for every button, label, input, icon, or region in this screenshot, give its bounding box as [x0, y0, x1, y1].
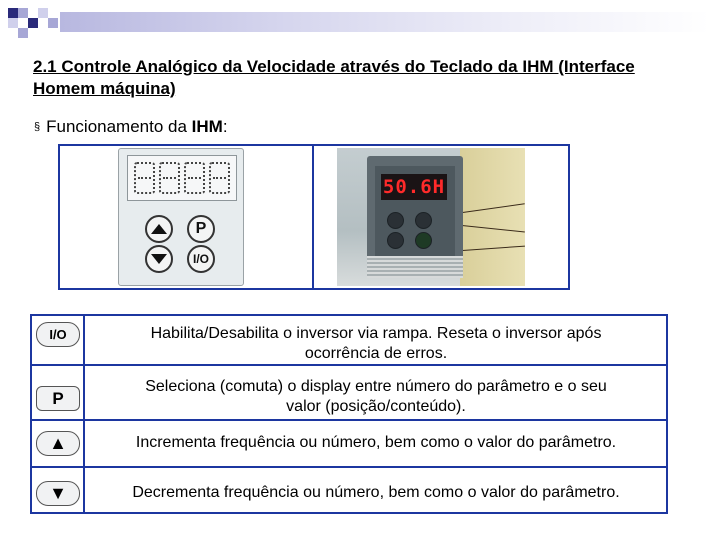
on-off-key-icon: I/O: [36, 322, 80, 347]
header-band: [60, 12, 710, 32]
bullet-item: [34, 117, 228, 137]
up-arrow-key-icon: ▲: [36, 431, 80, 456]
photo-key-icon: [387, 232, 404, 249]
io-key: I/O: [187, 245, 215, 273]
bullet-mark: §: [34, 121, 41, 133]
heatsink-stripes: [367, 256, 463, 278]
segment-digit-icon: [209, 162, 230, 194]
function-description: Incrementa frequência ou número, bem como o valor do parâmetro.: [135, 434, 617, 451]
page-title: 2.1 Controle Analógico da Velocidade através do Teclado da IHM (Interface Homem máquina): [33, 57, 635, 98]
keypad-drawing: [118, 148, 244, 286]
segment-digit-icon: [134, 162, 155, 194]
p-key: P: [187, 215, 215, 243]
terminal-board: [460, 148, 525, 286]
segment-digit-icon: [184, 162, 205, 194]
led-display: 50.6H: [382, 176, 446, 198]
table-divider: [30, 364, 668, 366]
table-divider: [30, 466, 668, 468]
bullet-emphasis: IHM: [191, 117, 223, 136]
table-column-divider: [83, 314, 85, 514]
bullet-text: Funcionamento da: [46, 117, 192, 136]
images-divider: [312, 145, 314, 289]
up-arrow-key-icon: [145, 215, 173, 243]
down-arrow-key-icon: ▼: [36, 481, 80, 506]
corner-decoration: [8, 8, 60, 44]
seven-segment-display: [127, 155, 237, 201]
inverter-panel: [375, 166, 455, 256]
bullet-suffix: :: [222, 117, 228, 136]
function-description: Seleciona (comuta) o display entre número do parâmetro e o seu: [145, 378, 607, 395]
table-divider: [30, 419, 668, 421]
table-row: [90, 483, 662, 503]
inverter-photo: [337, 148, 525, 286]
table-row: [90, 433, 662, 453]
function-description: valor (posição/conteúdo).: [286, 398, 466, 415]
photo-key-icon: [387, 212, 404, 229]
function-description: Decrementa frequência ou número, bem como o valor do parâmetro.: [132, 484, 620, 501]
photo-key-icon: [415, 212, 432, 229]
function-description: Habilita/Desabilita o inversor via rampa. Reseta o inversor após: [150, 325, 602, 342]
function-description: ocorrência de erros.: [304, 345, 448, 362]
photo-key-icon: [415, 232, 432, 249]
down-arrow-key-icon: [145, 245, 173, 273]
segment-digit-icon: [159, 162, 180, 194]
parameter-key-icon: P: [36, 386, 80, 411]
table-row: [90, 324, 662, 364]
table-row: [90, 377, 662, 417]
inverter-device: [367, 156, 463, 278]
